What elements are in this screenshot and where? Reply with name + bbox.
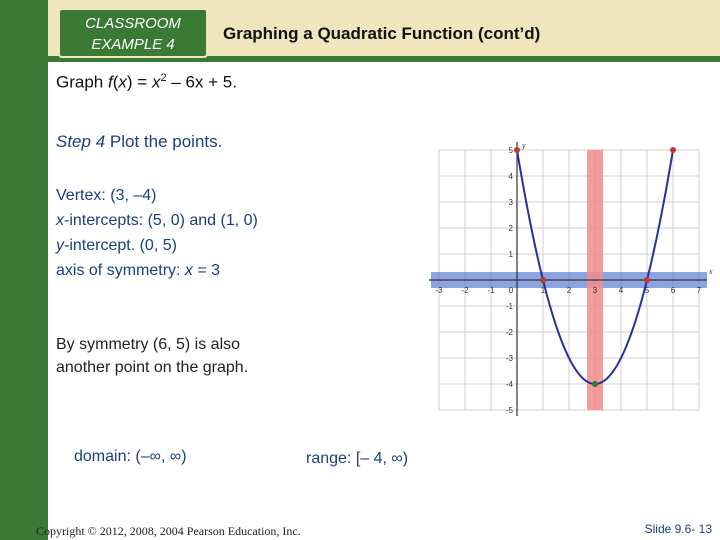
- plotted-point: [540, 277, 546, 283]
- left-accent-bar: [0, 0, 48, 540]
- symmetry-note: [56, 333, 248, 379]
- problem-x: x: [118, 72, 127, 92]
- x-tick-label: 6: [670, 286, 676, 295]
- y-tick-label: -4: [505, 380, 513, 389]
- step-label: Step 4: [56, 132, 106, 151]
- axis-var: x: [184, 262, 193, 279]
- x-int-rest: -intercepts: (5, 0) and (1, 0): [64, 212, 258, 229]
- problem-equals: ) =: [126, 72, 152, 92]
- step-heading: [56, 132, 222, 152]
- x-tick-label: 3: [592, 286, 598, 295]
- plotted-point: [592, 381, 598, 387]
- y-axis-label: y: [522, 141, 526, 150]
- problem-statement: [56, 72, 237, 93]
- axis-rest: = 3: [192, 262, 221, 279]
- problem-f: f: [107, 72, 113, 92]
- plotted-point: [514, 147, 520, 153]
- symmetry-note-line-2: another point on the graph.: [56, 359, 249, 376]
- classroom-example-badge: [58, 8, 208, 58]
- x-intercepts-line: [56, 208, 258, 233]
- y-tick-label: 1: [508, 250, 513, 259]
- x-tick-label: -1: [487, 286, 495, 295]
- y-tick-label: -3: [505, 354, 513, 363]
- x-tick-label: -3: [435, 286, 443, 295]
- vertex-line: Vertex: (3, –4): [56, 187, 157, 204]
- badge-line-2: EXAMPLE 4: [91, 36, 175, 53]
- slide-title: Graphing a Quadratic Function (cont’d): [223, 24, 541, 43]
- x-tick-label: -2: [461, 286, 469, 295]
- y-tick-label: 5: [508, 146, 513, 155]
- x-tick-label: 4: [618, 286, 624, 295]
- problem-prefix: Graph: [56, 72, 108, 92]
- facts-list: [56, 183, 258, 283]
- x-tick-label: 0: [508, 286, 514, 295]
- axis-prefix: axis of symmetry:: [56, 262, 185, 279]
- problem-rest: – 6x + 5.: [166, 72, 237, 92]
- problem-open: (: [112, 72, 119, 92]
- domain-text: domain: (–∞, ∞): [74, 448, 187, 465]
- y-tick-label: 3: [508, 198, 513, 207]
- y-tick-label: 4: [508, 172, 513, 181]
- y-intercept-line: [56, 233, 258, 258]
- symmetry-note-line-1: By symmetry (6, 5) is also: [56, 336, 241, 353]
- range-text: range: [– 4, ∞): [306, 450, 409, 467]
- y-tick-label: -2: [505, 328, 513, 337]
- x-tick-label: 5: [644, 286, 650, 295]
- copyright: Copyright © 2012, 2008, 2004 Pearson Education, Inc.: [36, 524, 301, 538]
- y-int-rest: -intercept. (0, 5): [64, 237, 177, 254]
- problem-exponent: 2: [160, 72, 167, 84]
- slide-number: Slide 9.6- 13: [644, 522, 712, 536]
- y-tick-label: 2: [508, 224, 513, 233]
- y-tick-label: -5: [505, 406, 513, 415]
- x-tick-label: 2: [566, 286, 572, 295]
- x-int-var: x: [56, 212, 64, 229]
- badge-line-1: CLASSROOM: [85, 15, 181, 32]
- x-tick-label: 1: [540, 286, 546, 295]
- y-int-var: y: [56, 237, 64, 254]
- plotted-point: [644, 277, 650, 283]
- x-tick-label: 7: [696, 286, 702, 295]
- parabola-graph: [425, 136, 719, 420]
- plotted-point: [670, 147, 676, 153]
- x-axis-label: x: [709, 267, 713, 276]
- y-tick-label: -1: [505, 302, 513, 311]
- problem-x-squared: x: [151, 72, 161, 92]
- step-text: Plot the points.: [105, 132, 223, 151]
- axis-of-symmetry-line: [56, 258, 258, 283]
